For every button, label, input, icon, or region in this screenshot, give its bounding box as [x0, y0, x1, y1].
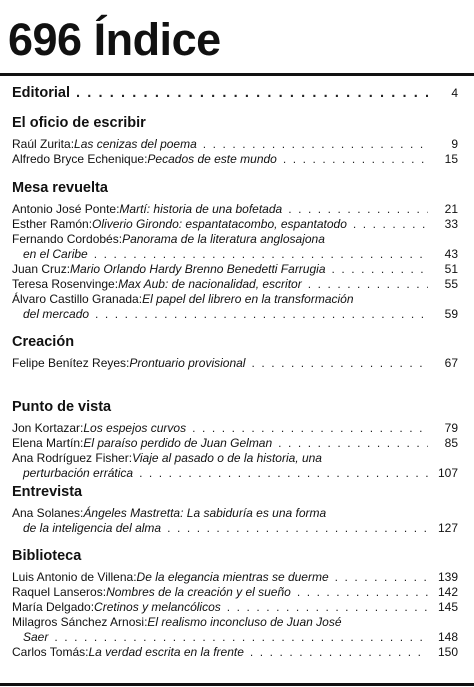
entry-title: Nombres de la creación y el sueño — [106, 585, 291, 599]
page-number: 127 — [437, 521, 458, 535]
dot-leader — [297, 585, 428, 600]
dot-leader — [335, 570, 428, 585]
entry-author: Carlos Tomás: — [12, 645, 89, 659]
dot-leader — [251, 356, 428, 371]
toc-entry — [12, 137, 458, 152]
toc-entry — [12, 421, 458, 436]
toc-entry — [12, 152, 458, 167]
entry-title: Viaje al pasado o de la historia, una — [132, 451, 322, 465]
entry-title: Oliverio Girondo: espantatacombo, espantatodo — [92, 217, 347, 231]
page-number: 43 — [444, 247, 458, 261]
bottom-rule — [0, 683, 474, 686]
entry-title: Prontuario provisional — [129, 356, 246, 370]
top-rule — [0, 73, 474, 76]
entry-title-continued: Saer — [23, 630, 49, 644]
dot-leader — [54, 630, 428, 645]
section-heading-biblioteca: Biblioteca — [12, 548, 82, 564]
page-number: 67 — [444, 356, 458, 370]
entry-title-continued: de la inteligencia del alma — [23, 521, 162, 535]
entry-title: Mario Orlando Hardy Brenno Benedetti Farrugia — [70, 262, 326, 276]
entry-author: Raquel Lanseros: — [12, 585, 107, 599]
page-number: 107 — [437, 466, 458, 480]
toc-entry — [12, 615, 458, 645]
editorial-label: Editorial — [12, 85, 71, 101]
entry-author: Antonio José Ponte: — [12, 202, 120, 216]
entry-title: Max Aub: de nacionalidad, escritor — [118, 277, 302, 291]
toc-entry — [12, 232, 458, 262]
dot-leader — [192, 421, 428, 436]
entry-author: Milagros Sánchez Arnosi: — [12, 615, 148, 629]
entry-title: Ángeles Mastretta: La sabiduría es una forma — [83, 506, 327, 520]
page-number: 4 — [451, 86, 458, 100]
page-number: 9 — [451, 137, 458, 151]
page-number: 145 — [437, 600, 458, 614]
page-number: 15 — [444, 152, 458, 166]
dot-leader — [353, 217, 428, 232]
toc-entry — [12, 570, 458, 585]
section-heading-mesa: Mesa revuelta — [12, 180, 108, 196]
toc-entry — [12, 292, 458, 322]
dot-leader — [288, 202, 428, 217]
entry-title: El realismo inconcluso de Juan José — [147, 615, 342, 629]
entry-author: Juan Cruz: — [12, 262, 71, 276]
dot-leader — [250, 645, 428, 660]
dot-leader — [167, 521, 428, 536]
dot-leader — [95, 307, 428, 322]
dot-leader — [283, 152, 428, 167]
entry-author: Álvaro Castillo Granada: — [12, 292, 143, 306]
page-number: 148 — [437, 630, 458, 644]
page-number: 85 — [444, 436, 458, 450]
entry-title-continued: en el Caribe — [23, 247, 88, 261]
toc-entry — [12, 436, 458, 451]
entry-author: Jon Kortazar: — [12, 421, 84, 435]
entry-title-continued: perturbación errática — [23, 466, 134, 480]
toc-entry — [12, 356, 458, 371]
entry-title: Pecados de este mundo — [147, 152, 277, 166]
entry-author: Esther Ramón: — [12, 217, 93, 231]
entry-author: Felipe Benítez Reyes: — [12, 356, 130, 370]
page-number: 51 — [444, 262, 458, 276]
toc-entry — [12, 506, 458, 536]
entry-title: El paraíso perdido de Juan Gelman — [83, 436, 273, 450]
entry-author: María Delgado: — [12, 600, 95, 614]
dot-leader — [278, 436, 428, 451]
entry-author: Ana Rodríguez Fisher: — [12, 451, 133, 465]
section-heading-creacion: Creación — [12, 334, 75, 350]
page-title: 696 Índice — [8, 14, 221, 65]
entry-title: Cretinos y melancólicos — [94, 600, 221, 614]
dot-leader — [94, 247, 428, 262]
entry-title: Martí: historia de una bofetada — [119, 202, 283, 216]
section-heading-entrevista: Entrevista — [12, 484, 83, 500]
dot-leader — [332, 262, 429, 277]
page-number: 21 — [444, 202, 458, 216]
entry-title: Panorama de la literatura anglosajona — [122, 232, 325, 246]
entry-title: De la elegancia mientras se duerme — [136, 570, 329, 584]
section-heading-punto: Punto de vista — [12, 399, 112, 415]
page-number: 33 — [444, 217, 458, 231]
entry-title: El papel del librero en la transformación — [142, 292, 354, 306]
toc-entry — [12, 277, 458, 292]
dot-leader — [76, 84, 428, 102]
entry-title: Los espejos curvos — [83, 421, 187, 435]
page-number: 139 — [437, 570, 458, 584]
entry-title-continued: del mercado — [23, 307, 90, 321]
page-number: 59 — [444, 307, 458, 321]
dot-leader — [203, 137, 428, 152]
toc-entry — [12, 600, 458, 615]
toc-entry — [12, 585, 458, 600]
entry-author: Ana Solanes: — [12, 506, 84, 520]
dot-leader — [139, 466, 428, 481]
toc-entry — [12, 645, 458, 660]
page-number: 150 — [437, 645, 458, 659]
entry-title: La verdad escrita en la frente — [88, 645, 244, 659]
toc-entry — [12, 451, 458, 481]
entry-author: Raúl Zurita: — [12, 137, 75, 151]
entry-author: Alfredo Bryce Echenique: — [12, 152, 148, 166]
page-number: 55 — [444, 277, 458, 291]
toc-entry — [12, 262, 458, 277]
entry-author: Elena Martín: — [12, 436, 84, 450]
dot-leader — [308, 277, 428, 292]
section-heading-oficio: El oficio de escribir — [12, 115, 146, 131]
toc-entry — [12, 217, 458, 232]
entry-author: Fernando Cordobés: — [12, 232, 123, 246]
entry-author: Luis Antonio de Villena: — [12, 570, 137, 584]
section-heading-editorial — [12, 84, 458, 102]
toc-entry — [12, 202, 458, 217]
dot-leader — [227, 600, 428, 615]
page-number: 79 — [444, 421, 458, 435]
entry-author: Teresa Rosenvinge: — [12, 277, 119, 291]
entry-title: Las cenizas del poema — [74, 137, 197, 151]
page-number: 142 — [437, 585, 458, 599]
